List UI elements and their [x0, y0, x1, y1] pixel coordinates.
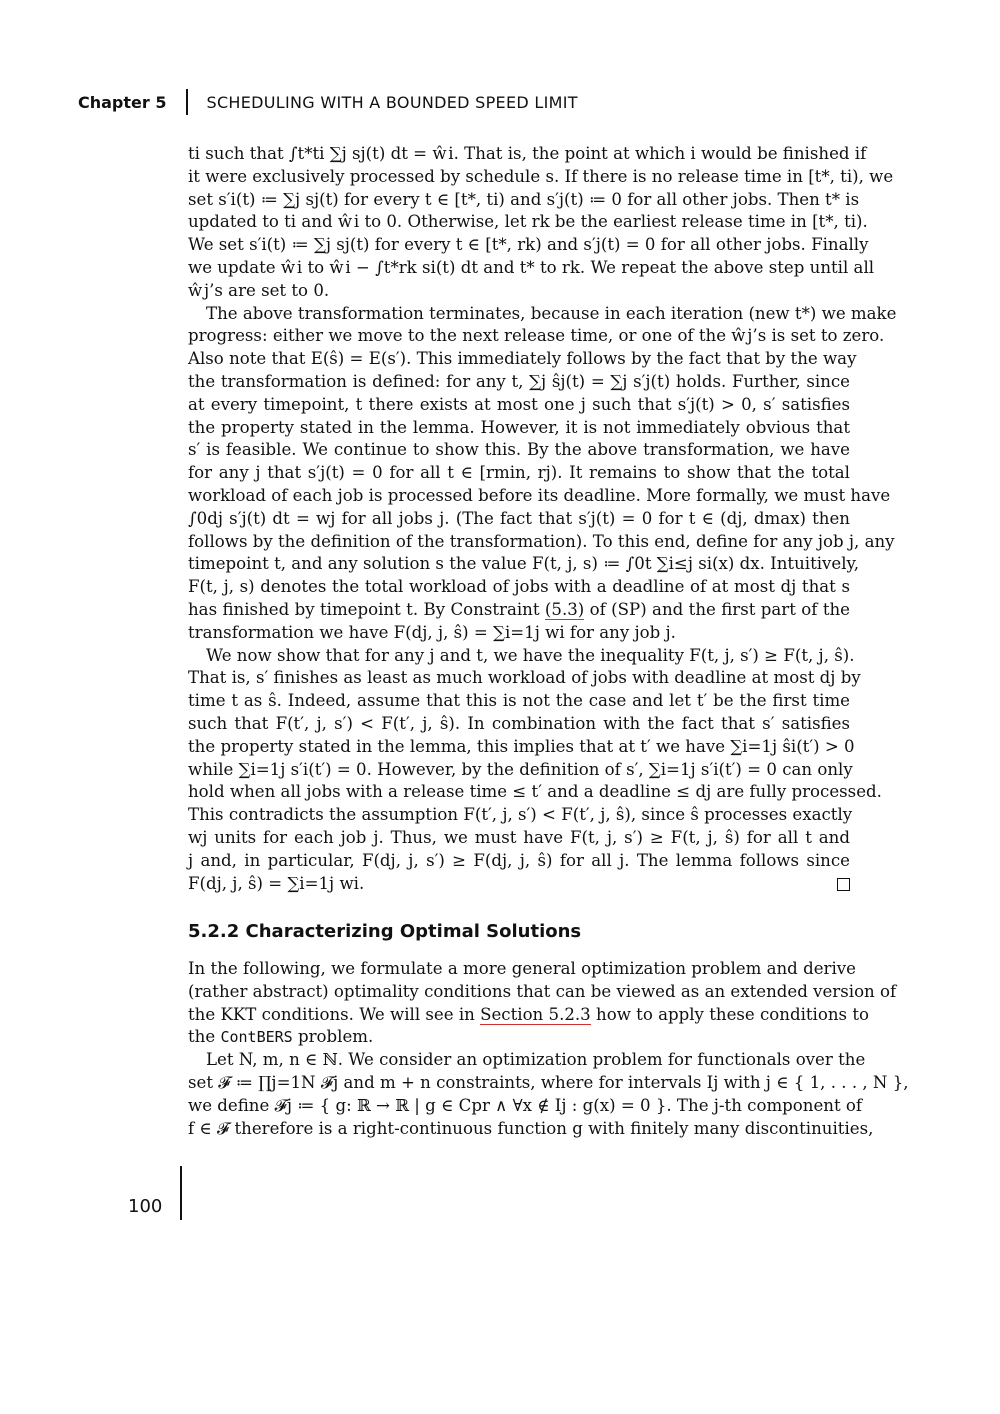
- text-line: the ContBERS problem.: [188, 1027, 374, 1047]
- text-line: j and, in particular, F(dj, j, s′) ≥ F(dj, j, ŝ) for all j. The lemma follows since: [188, 850, 850, 870]
- text-line: for any j that s′j(t) = 0 for all t ∈ [rmin, rj). It remains to show that the total: [188, 463, 850, 483]
- paragraph-1: [188, 143, 894, 303]
- text-line: wj units for each job j. Thus, we must have F(t, j, s′) ≥ F(t, j, ŝ) for all t and: [188, 827, 850, 847]
- section-number: 5.2.2: [188, 921, 240, 943]
- text-line: at every timepoint, t there exists at most one j such that s′j(t) > 0, s′ satisfies: [188, 394, 850, 414]
- text-line: set 𝓕 ≔ ∏j=1N 𝓕j and m + n constraints, where for intervals Ij with j ∈ { 1, . . . , N },: [188, 1073, 909, 1093]
- text-line: the KKT conditions. We will see in Section 5.2.3 how to apply these conditions to: [188, 1004, 869, 1024]
- text-line: we define 𝓕j ≔ { g: ℝ → ℝ | g ∈ Cpr ∧ ∀x ∉ Ij : g(x) = 0 }. The j-th component of: [188, 1095, 863, 1115]
- text-line: such that F(t′, j, s′) < F(t′, j, ŝ). In combination with the fact that s′ satisfies: [188, 713, 850, 733]
- text-line: Also note that E(ŝ) = E(s′). This immediately follows by the fact that by the way: [188, 349, 857, 369]
- text-line: has finished by timepoint t. By Constraint (5.3) of (SP) and the first part of the: [188, 599, 851, 619]
- section-title: Characterizing Optimal Solutions: [245, 921, 582, 943]
- text-line: time t as ŝ. Indeed, assume that this is not the case and let t′ be the first time: [188, 691, 850, 711]
- text-line: transformation we have F(dj, j, ŝ) = ∑i=1j wi for any job j.: [188, 622, 676, 642]
- text-line: the transformation is defined: for any t, ∑j ŝj(t) = ∑j s′j(t) holds. Further, since: [188, 371, 850, 391]
- text-line: (rather abstract) optimality conditions that can be viewed as an extended version of: [188, 981, 897, 1001]
- chapter-label: Chapter 5: [78, 92, 167, 112]
- text-line: set s′i(t) ≔ ∑j sj(t) for every t ∈ [t*, ti) and s′j(t) ≔ 0 for all other jobs. Then t* is: [188, 189, 860, 209]
- problem-name: ContBERS: [220, 1028, 293, 1047]
- text-line: ti such that ∫t*ti ∑j sj(t) dt = ŵi. That is, the point at which i would be finished if: [188, 144, 867, 163]
- chapter-title: SCHEDULING WITH A BOUNDED SPEED LIMIT: [206, 92, 578, 112]
- text-line: That is, s′ finishes as least as much workload of jobs with deadline at most dj by: [188, 668, 861, 688]
- text-line: ∫0dj s′j(t) dt = wj for all jobs j. (The fact that s′j(t) = 0 for t ∈ (dj, dmax) then: [188, 508, 850, 528]
- text-line: timepoint t, and any solution s the value F(t, j, s) ≔ ∫0t ∑i≤j si(x) dx. Intuitively,: [188, 554, 859, 574]
- cross-reference-link[interactable]: (5.3): [544, 599, 585, 619]
- page-body: [188, 143, 909, 1140]
- page-number: 100: [128, 1196, 163, 1217]
- text-line: updated to ti and ŵi to 0. Otherwise, let rk be the earliest release time in [t*, ti).: [188, 212, 868, 232]
- section-heading: [188, 921, 850, 944]
- text-line: hold when all jobs with a release time ≤ t′ and a deadline ≤ dj are fully processed.: [188, 782, 882, 802]
- proof-end-line: [188, 873, 850, 896]
- text-line: In the following, we formulate a more general optimization problem and derive: [188, 959, 856, 979]
- text-line: progress: either we move to the next release time, or one of the ŵj’s is set to zero.: [188, 326, 885, 346]
- text-line: the property stated in the lemma, this implies that at t′ we have ∑i=1j ŝi(t′) > 0: [188, 736, 855, 756]
- text-line: the property stated in the lemma. However, it is not immediately obvious that: [188, 417, 850, 437]
- text-line: we update ŵi to ŵi − ∫t*rk si(t) dt and t* to rk. We repeat the above step until all: [188, 257, 875, 277]
- paragraph-3: [188, 645, 882, 896]
- paragraph-4: [188, 958, 897, 1049]
- text-line: F(dj, j, ŝ) = ∑i=1j wi.: [188, 873, 365, 893]
- text-line: We now show that for any j and t, we have the inequality F(t, j, s′) ≥ F(t, j, ŝ).: [206, 645, 855, 665]
- text-line: it were exclusively processed by schedule s. If there is no release time in [t*, ti), we: [188, 166, 894, 186]
- text-line: We set s′i(t) ≔ ∑j sj(t) for every t ∈ [t*, rk) and s′j(t) = 0 for all other jobs. Finally: [188, 235, 869, 255]
- text-line: follows by the definition of the transformation). To this end, define for any job j, any: [188, 531, 895, 551]
- text-line: The above transformation terminates, because in each iteration (new t*) we make: [206, 303, 897, 323]
- text-line: Let N, m, n ∈ ℕ. We consider an optimization problem for functionals over the: [206, 1050, 866, 1070]
- text-line: while ∑i=1j s′i(t′) = 0. However, by the definition of s′, ∑i=1j s′i(t′) = 0 can only: [188, 759, 853, 779]
- text-line: workload of each job is processed before its deadline. More formally, we must have: [188, 485, 891, 505]
- text-line: F(t, j, s) denotes the total workload of jobs with a deadline of at most dj that s: [188, 577, 850, 597]
- text-line: s′ is feasible. We continue to show this. By the above transformation, we have: [188, 440, 850, 460]
- footer-divider: [180, 1166, 182, 1220]
- paragraph-5: [188, 1049, 909, 1140]
- text-line: This contradicts the assumption F(t′, j, s′) < F(t′, j, ŝ), since ŝ processes exactly: [188, 805, 853, 825]
- cross-reference-link[interactable]: Section 5.2.3: [480, 1004, 591, 1024]
- header-divider: [186, 89, 188, 115]
- text-line: f ∈ 𝓕 therefore is a right-continuous function g with finitely many discontinuities,: [188, 1118, 874, 1138]
- paragraph-2: [188, 303, 897, 645]
- running-head: [78, 88, 578, 116]
- qed-square-icon: [837, 878, 850, 891]
- text-line: ŵj’s are set to 0.: [188, 280, 330, 300]
